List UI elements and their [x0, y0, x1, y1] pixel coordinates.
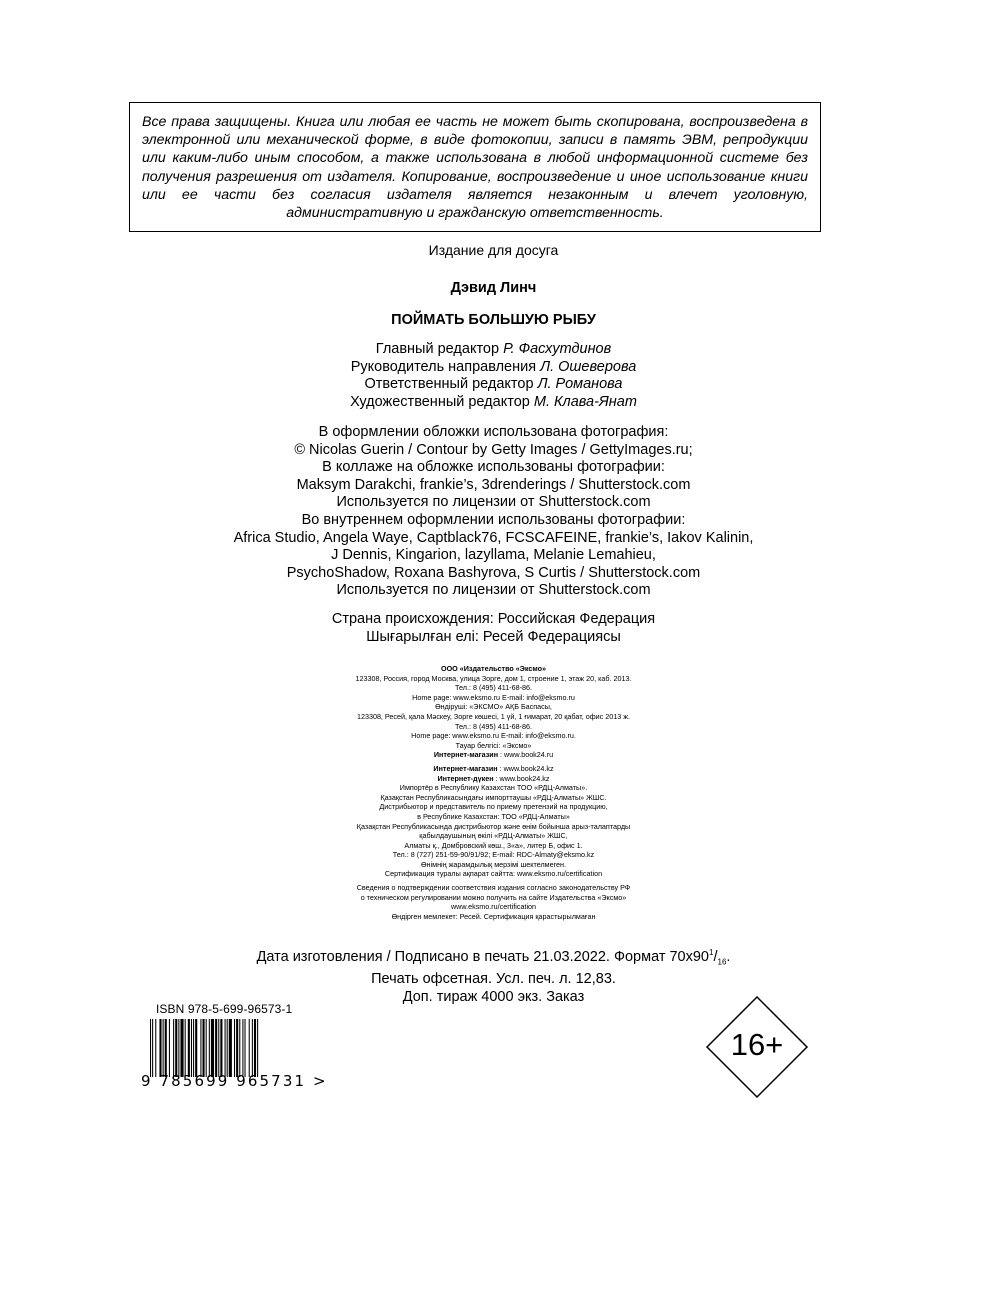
age-rating: 16+	[730, 1027, 784, 1062]
print-line-1: Дата изготовления / Подписано в печать 21.03.2022. Формат $70х90^1/_{16}$.	[256, 948, 731, 967]
almaty-address: Алматы қ., Домбровский көш., 3«а», литер Б, офис 1.	[404, 840, 583, 850]
distributor-kz: қабылдаушының өкілі «РДЦ-Алматы» ЖШС,	[419, 831, 568, 841]
author-name: Дэвид Линч	[450, 280, 537, 296]
publisher-info	[0, 664, 987, 921]
photo-credit-line: PsychoShadow, Roxana Bashyrova, S Curtis / Shutterstock.com	[286, 564, 701, 581]
distributor-kz: Қазақстан Республикасында дистрибьютор және өнім бойынша арыз-талаптарды	[356, 821, 631, 831]
publisher-name: ООО «Издательство «Эксмо»	[440, 664, 546, 673]
producer-country: Өндірген мемлекет: Ресей. Сертификация қарастырылмаған	[391, 911, 596, 921]
almaty-phone: Тел.: 8 (727) 251-59-90/91/92; E-mail: RDC-Almaty@eksmo.kz	[392, 850, 595, 860]
online-shop-kz: Интернет-магазин : www.book24.kz	[433, 763, 554, 773]
book-title: ПОЙМАТЬ БОЛЬШУЮ РЫБУ	[391, 312, 596, 328]
photo-credit-line: © Nicolas Guerin / Contour by Getty Images / GettyImages.ru;	[294, 441, 693, 458]
country-of-origin	[0, 611, 987, 646]
photo-credit-line: Maksym Darakchi, frankie’s, 3drenderings / Shutterstock.com	[296, 476, 691, 493]
credit-line: Руководитель направления Л. Ошеверова	[350, 358, 637, 375]
origin-line: Шығарылған елі: Ресей Федерациясы	[366, 628, 621, 645]
conformity-url: www.eksmo.ru/certification	[450, 902, 537, 912]
kz-web: Home page: www.eksmo.ru E-mail: info@eksmo.ru.	[411, 731, 576, 741]
credit-line: Главный редактор Р. Фасхутдинов	[375, 341, 612, 357]
photo-credit-line: В оформлении обложки использована фотография:	[318, 424, 669, 440]
credit-line: Художественный редактор М. Клава-Янат	[350, 394, 637, 411]
publisher-phone: Тел.: 8 (495) 411-68-86.	[455, 683, 532, 693]
photo-credit-line: В коллаже на обложке использованы фотографии:	[322, 459, 665, 476]
certification-kz: Сертификация туралы ақпарат сайтта: www.eksmo.ru/certification	[384, 869, 603, 879]
photo-credit-line: J Dennis, Kingarion, lazyllama, Melanie Lemahieu,	[331, 547, 656, 564]
publisher-address: 123308, Россия, город Москва, улица Зорге, дом 1, строение 1, этаж 20, каб. 2013.	[355, 673, 632, 683]
conformity-info: о техническом регулировании можно получить на сайте Издательства «Эксмо»	[360, 892, 627, 902]
shelf-life: Өнімнің жарамдылық мерзімі шектелмеген.	[420, 859, 567, 869]
kz-manufacturer: Өндіруші: «ЭКСМО» АҚБ Баспасы,	[435, 702, 552, 712]
copyright-notice: Все права защищены. Книга или любая ее часть не может быть скопирована, воспроизведена в электронной или механической форме, в виде фотокопии, записи в память ЭВМ, репродукции или каким-либо иным способом, а также использована в любой информационной системе без получения разрешения от издателя. Копирование, воспроизведение и иное использование книги или ее части без согласия издателя является незаконным и влечет уголовную, административную и гражданскую ответственность.	[142, 114, 808, 222]
distributor-ru: в Республике Казахстан: ТОО «РДЦ-Алматы»	[417, 811, 570, 821]
isbn-number: ISBN 978-5-699-96573-1	[156, 1002, 293, 1016]
distributor-ru: Дистрибьютор и представитель по приему претензий на продукцию,	[379, 802, 608, 812]
publisher-web: Home page: www.eksmo.ru E-mail: info@eksmo.ru	[412, 692, 575, 702]
online-shop-kz-2: Интернет-дүкен : www.book24.kz	[437, 773, 550, 783]
editorial-credits	[0, 341, 987, 412]
importer-ru: Импортёр в Республику Казахстан ТОО «РДЦ-Алматы».	[399, 783, 588, 793]
photo-credits	[0, 424, 987, 600]
photo-credit-line: Во внутреннем оформлении использованы фотографии:	[301, 511, 686, 528]
credit-line: Ответственный редактор Л. Романова	[364, 376, 623, 393]
copyright-notice-box	[129, 102, 821, 232]
kz-phone: Тел.: 8 (495) 411-68-86.	[455, 721, 532, 731]
photo-credit-line: Используется по лицензии от Shutterstock.com	[336, 582, 651, 599]
edition-type: Издание для досуга	[428, 242, 559, 258]
photo-credit-line: Используется по лицензии от Shutterstock.com	[336, 494, 651, 511]
print-info	[0, 944, 987, 1007]
print-line-3: Доп. тираж 4000 экз. Заказ	[402, 988, 585, 1005]
barcode-digits: 9 785699 965731 >	[141, 1072, 328, 1090]
trademark: Тауар белгісі: «Эксмо»	[455, 740, 532, 750]
conformity-info: Сведения о подтверждении соответствия издания согласно законодательству РФ	[356, 883, 631, 893]
print-line-2: Печать офсетная. Усл. печ. л. 12,83.	[371, 971, 616, 988]
barcode	[150, 1019, 310, 1077]
photo-credit-line: Africa Studio, Angela Waye, Captblack76, FCSCAFEINE, frankie’s, Iakov Kalinin,	[233, 529, 754, 546]
origin-line: Страна происхождения: Российская Федерация	[331, 611, 656, 627]
kz-address: 123308, Ресей, қала Мәскеу, Зорге көшесі, 1 үй, 1 ғимарат, 20 қабат, офис 2013 ж.	[356, 711, 631, 721]
online-shop-ru: Интернет-магазин : www.book24.ru	[433, 750, 554, 760]
importer-kz: Қазақстан Республикасындағы импорттаушы «РДЦ-Алматы» ЖШС.	[380, 792, 607, 802]
